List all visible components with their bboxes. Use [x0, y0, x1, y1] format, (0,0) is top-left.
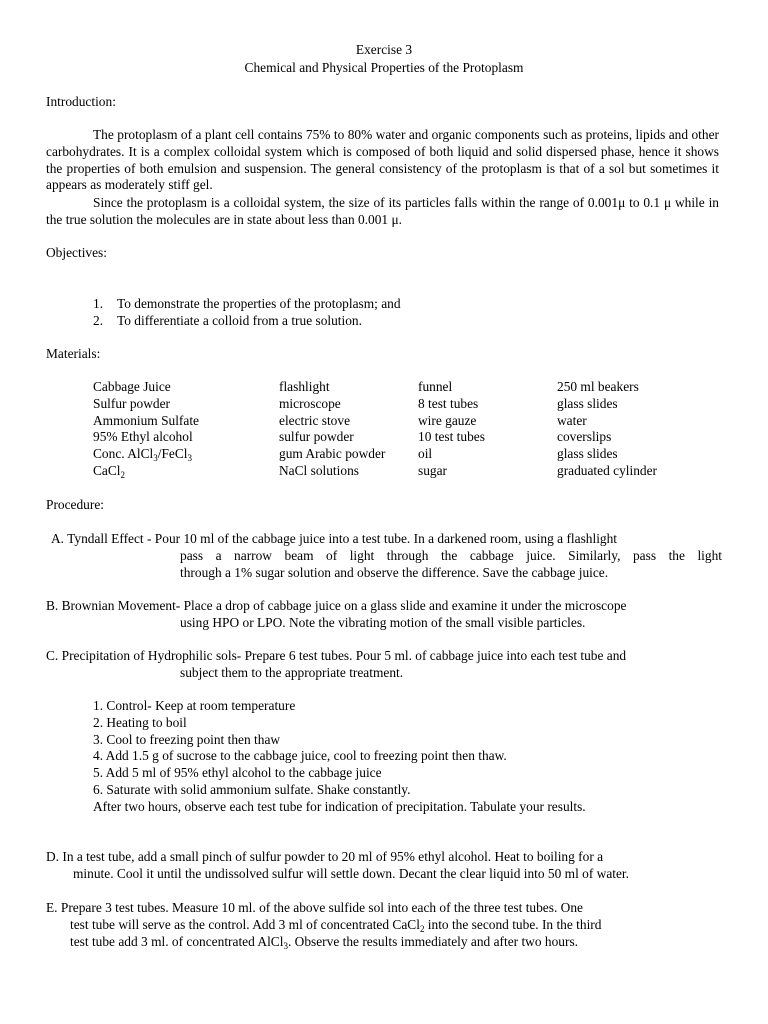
- material-item: Sulfur powder: [93, 395, 170, 411]
- material-item: electric stove: [279, 412, 351, 428]
- material-item: water: [557, 412, 587, 428]
- procedure-a-line-3: through a 1% sugar solution and observe the difference. Save the cabbage juice.: [180, 565, 609, 580]
- objective-item: 2. To differentiate a colloid from a true solution.: [93, 312, 362, 328]
- materials-heading: Materials:: [46, 346, 101, 361]
- material-item: sugar: [418, 462, 448, 478]
- material-item: Cabbage Juice: [93, 379, 171, 394]
- procedure-c-step: 6. Saturate with solid ammonium sulfate. Shake constantly.: [93, 781, 411, 797]
- material-item: 8 test tubes: [418, 395, 479, 411]
- materials-table: [46, 379, 722, 481]
- procedure-d-line-2: minute. Cool it until the undissolved sulfur will settle down. Decant the clear liquid into 50 ml of water.: [73, 866, 629, 881]
- introduction-heading: Introduction:: [46, 94, 116, 109]
- procedure-c-line-1: C. Precipitation of Hydrophilic sols- Prepare 6 test tubes. Pour 5 ml. of cabbage juice into each test tube and: [46, 648, 627, 663]
- material-item: graduated cylinder: [557, 462, 658, 478]
- introduction-paragraph-1: The protoplasm of a plant cell contains 75% to 80% water and organic components such as proteins, lipids and other carbohydrates. It is a complex colloidal system which is composed of both liquid and solid dispersed phase, hence it shows the properties of both emulsion and suspension. The general consistency of the protoplasm is that of a sol but sometimes it appears as moderately stiff gel.: [46, 127, 719, 193]
- material-item: Conc. AlCl$_3$/FeCl$_3$: [93, 446, 193, 464]
- material-item: microscope: [279, 395, 341, 411]
- procedure-c-after: After two hours, observe each test tube for indication of precipitation. Tabulate your results.: [93, 798, 586, 814]
- procedure-b-line-1: B. Brownian Movement- Place a drop of cabbage juice on a glass slide and examine it under the microscope: [46, 598, 627, 613]
- material-item: wire gauze: [418, 412, 477, 428]
- material-item: funnel: [418, 379, 453, 394]
- material-item: 10 test tubes: [418, 429, 485, 445]
- procedure-d-line-1: D. In a test tube, add a small pinch of sulfur powder to 20 ml of 95% ethyl alcohol. Heat to boiling for a: [46, 849, 604, 864]
- procedure-c-step: 2. Heating to boil: [93, 714, 187, 730]
- procedure-c-step: 1. Control- Keep at room temperature: [93, 698, 296, 713]
- material-item: glass slides: [557, 446, 618, 462]
- material-item: flashlight: [279, 379, 330, 394]
- material-item: gum Arabic powder: [279, 446, 386, 462]
- material-item: oil: [418, 446, 433, 462]
- procedure-c-line-2: subject them to the appropriate treatment.: [180, 665, 404, 680]
- material-item: CaCl$_2$: [93, 462, 126, 480]
- procedure-e-line-3: test tube add 3 ml. of concentrated AlCl$_3$. Observe the results immediately and after two hours.: [70, 934, 579, 951]
- introduction-paragraph-2: Since the protoplasm is a colloidal system, the size of its particles falls within the range of 0.001μ to 0.1 μ while in the true solution the molecules are in state about less than 0.001 μ.: [46, 195, 719, 227]
- procedure-a-line-2: pass a narrow beam of light through the cabbage juice. Similarly, pass the light: [180, 548, 722, 563]
- material-item: 95% Ethyl alcohol: [93, 429, 193, 445]
- objectives-list: [93, 296, 401, 330]
- material-item: 250 ml beakers: [557, 379, 639, 394]
- materials-column-1: [93, 379, 199, 480]
- materials-column-4: [557, 379, 657, 480]
- procedure-b-line-2: using HPO or LPO. Note the vibrating motion of the small visible particles.: [180, 615, 586, 630]
- material-item: glass slides: [557, 395, 618, 411]
- procedure-c-steps: [93, 698, 586, 816]
- procedure-e-line-2: test tube will serve as the control. Add 3 ml of concentrated CaCl$_2$ into the second tube. In the third: [70, 917, 602, 934]
- objective-item: 1. To demonstrate the properties of the protoplasm; and: [93, 296, 401, 311]
- exercise-number: Exercise 3: [355, 42, 413, 57]
- materials-column-2: [279, 379, 385, 480]
- exercise-title: Chemical and Physical Properties of the Protoplasm: [244, 60, 524, 75]
- objectives-heading: Objectives:: [46, 245, 107, 260]
- procedure-c-step: 3. Cool to freezing point then thaw: [93, 731, 281, 747]
- procedure-e-line-1: E. Prepare 3 test tubes. Measure 10 ml. of the above sulfide sol into each of the three test tubes. One: [46, 900, 583, 915]
- material-item: Ammonium Sulfate: [93, 412, 200, 428]
- material-item: coverslips: [557, 429, 612, 445]
- material-item: sulfur powder: [279, 429, 354, 445]
- material-item: NaCl solutions: [279, 462, 359, 478]
- materials-column-3: [418, 379, 485, 480]
- procedure-a-line-1: A. Tyndall Effect - Pour 10 ml of the cabbage juice into a test tube. In a darkened room, using a flashlight: [51, 531, 618, 546]
- procedure-heading: Procedure:: [46, 497, 105, 512]
- procedure-c-step: 5. Add 5 ml of 95% ethyl alcohol to the cabbage juice: [93, 765, 382, 781]
- procedure-c-step: 4. Add 1.5 g of sucrose to the cabbage juice, cool to freezing point then thaw.: [93, 748, 507, 764]
